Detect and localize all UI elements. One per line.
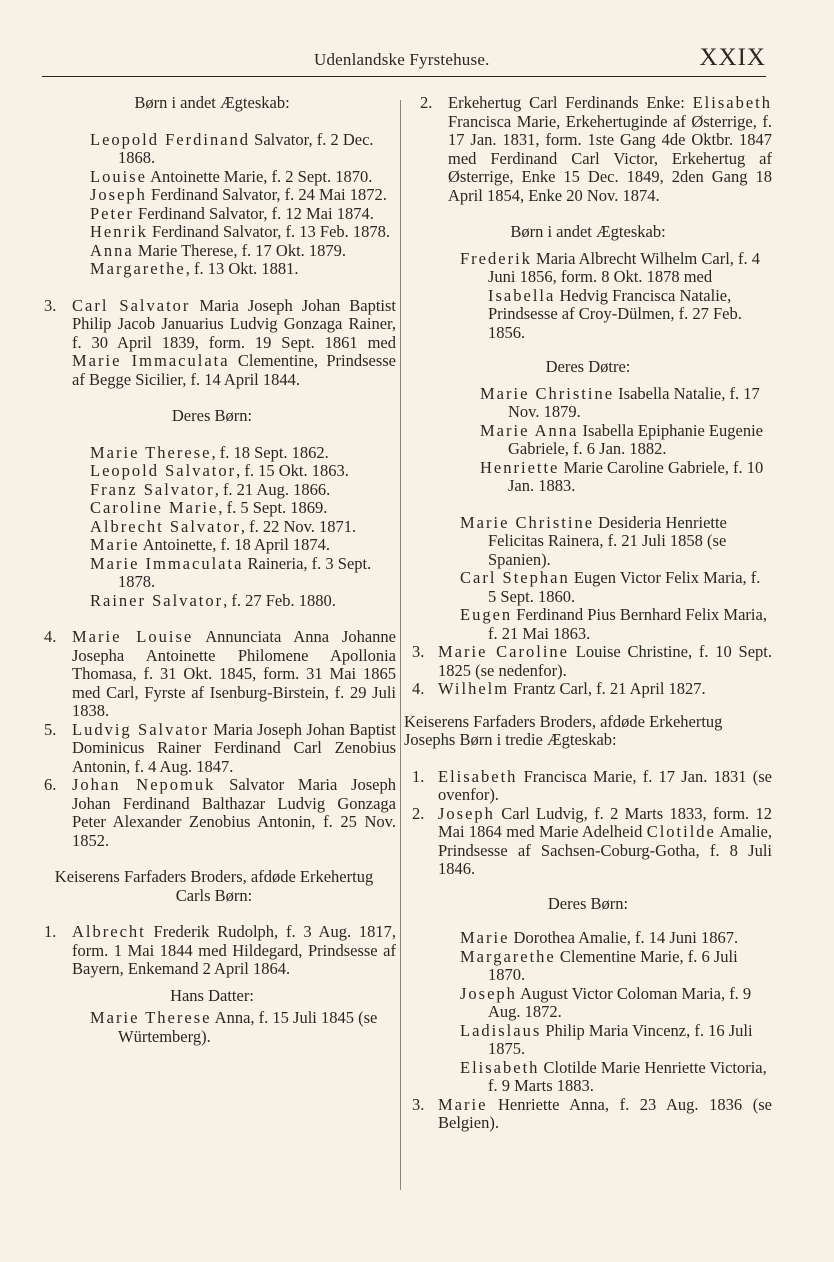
entry-number: 5. [44, 719, 57, 739]
person-name: Marie Immaculata [90, 553, 244, 573]
numbered-entry: 3. Marie Caroline Louise Christine, f. 10 Sept. 1825 (se nedenfor). [412, 642, 773, 680]
child-entry: Elisabeth Clotilde Marie Henriette Victoria, f. 9 Marts 1883. [460, 1057, 767, 1095]
person-name: Leopold Ferdinand [90, 129, 251, 149]
person-name: Elisabeth [438, 766, 518, 786]
child-entry: Albrecht Salvator, f. 22 Nov. 1871. [90, 516, 357, 536]
person-name: Frederik [460, 248, 532, 268]
child-entry: Marie Therese, f. 18 Sept. 1862. [90, 442, 329, 462]
entry-number: 2. [412, 803, 425, 823]
child-entry: Marie Immaculata Raineria, f. 3 Sept. 1878. [90, 553, 372, 591]
child-entry: Marie Christine Isabella Natalie, f. 17 Nov. 1879. [480, 383, 760, 421]
child-entry: Margarethe, f. 13 Okt. 1881. [90, 259, 299, 278]
child-entry: Anna Marie Therese, f. 17 Okt. 1879. [90, 240, 347, 260]
person-name: Marie Caroline [438, 642, 569, 661]
person-name: Joseph [438, 803, 495, 823]
numbered-entry: 4. Marie Louise Annunciata Anna Johanne Josepha Antoinette Philomene Apollonia Thomasa, f. 31 Okt. 1845, form. 31 Mai 1865 med Carl, Fyrste af Isenburg-Birstein, f. 29 Juli 1838. [44, 627, 396, 720]
child-entry: Marie Anna Isabella Epiphanie Eugenie Gabriele, f. 6 Jan. 1882. [480, 420, 763, 458]
entry-number: 3. [44, 295, 57, 315]
children-list [404, 250, 772, 343]
person-name: Marie [90, 535, 140, 554]
child-entry: Joseph Ferdinand Salvator, f. 24 Mai 1872. [90, 185, 387, 204]
person-name: Leopold Salvator [90, 461, 237, 480]
person-name: Marie Louise [72, 627, 194, 646]
page-number: XXIX [699, 44, 766, 71]
person-name: Marie [460, 928, 510, 947]
child-entry: Peter Ferdinand Salvator, f. 12 Mai 1874. [90, 203, 374, 223]
person-name: Carl Salvator [72, 295, 191, 315]
numbered-entry: 4. Wilhelm Frantz Carl, f. 21 April 1827. [412, 679, 706, 698]
person-name: Margarethe [460, 946, 556, 966]
person-name: Elisabeth [692, 93, 772, 112]
entry-number: 3. [412, 642, 425, 661]
entry-number: 4. [44, 627, 57, 646]
numbered-entry: 3. Marie Henriette Anna, f. 23 Aug. 1836 (se Belgien). [412, 1094, 772, 1132]
section-heading: Deres Børn: [171, 406, 253, 425]
spouse-name: Isabella [488, 285, 556, 305]
numbered-entry: 2. Joseph Carl Ludvig, f. 2 Marts 1833, form. 12 Mai 1864 med Marie Adelheid Clotilde Amalie, Prindsesse af Sachsen-Coburg-Gotha, f. 8 Juli 1846. [412, 803, 772, 878]
right-column [404, 94, 772, 1133]
numbered-entry: 5. Ludvig Salvator Maria Joseph Johan Baptist Dominicus Rainer Ferdinand Carl Zenobius Antonin, f. 4 Aug. 1847. [44, 719, 397, 776]
person-name: Ladislaus [460, 1020, 542, 1040]
child-entry: Henriette Marie Caroline Gabriele, f. 10 Jan. 1883. [480, 457, 764, 495]
child-entry: Franz Salvator, f. 21 Aug. 1866. [90, 479, 331, 499]
person-name: Peter [90, 203, 134, 223]
person-name: Joseph [460, 983, 517, 1003]
child-entry: Leopold Salvator, f. 15 Okt. 1863. [90, 461, 349, 480]
person-name: Caroline Marie [90, 498, 219, 517]
entry-number: 4. [412, 679, 425, 698]
numbered-entry: 1. Elisabeth Francisca Marie, f. 17 Jan. 1831 (se ovenfor). [412, 766, 772, 804]
child-entry: Caroline Marie, f. 5 Sept. 1869. [90, 498, 328, 517]
child-entry: Joseph August Victor Coloman Maria, f. 9 Aug. 1872. [460, 983, 752, 1021]
section-heading: Deres Børn: [547, 893, 629, 913]
child-entry: Marie Christine Desideria Henriette Felicitas Rainera, f. 21 Juli 1858 (se Spanien). [460, 512, 727, 569]
person-name: Johan Nepomuk [72, 775, 216, 794]
person-name: Marie Christine [460, 512, 595, 532]
person-name: Carl Stephan [460, 568, 570, 587]
child-entry: Eugen Ferdinand Pius Bernhard Felix Maria, f. 21 Mai 1863. [460, 605, 767, 643]
spouse-name: Marie Immaculata [72, 351, 230, 370]
person-name: Anna [90, 240, 134, 260]
person-name: Henrik [90, 222, 148, 241]
child-entry: Henrik Ferdinand Salvator, f. 13 Feb. 1878. [90, 222, 391, 241]
person-name: Marie Christine [480, 383, 615, 403]
entry-number: 6. [44, 775, 57, 794]
child-entry: Leopold Ferdinand Salvator, f. 2 Dec. 1868. [90, 129, 374, 167]
children-list [28, 131, 396, 279]
person-name: Albrecht [72, 922, 146, 941]
person-name: Margarethe [90, 259, 186, 278]
section-intro: Keiserens Farfaders Broders, afdøde Erkehertug Josephs Børn i tredie Ægteskab: [404, 711, 723, 749]
person-name: Marie Therese [90, 442, 212, 462]
children-list [28, 444, 396, 611]
page-header [42, 44, 766, 77]
person-name: Albrecht Salvator [90, 516, 241, 536]
numbered-entry: 6. Johan Nepomuk Salvator Maria Joseph Johan Ferdinand Balthazar Ludvig Gonzaga Peter Alexander Zenobius Antonin, f. 25 Nov. 1852. [44, 775, 396, 850]
children-list [404, 385, 772, 496]
person-name: Rainer Salvator [90, 590, 224, 610]
children-list [28, 1009, 396, 1046]
entry-number: 2. [420, 93, 433, 112]
person-name: Henriette [480, 457, 560, 477]
section-heading: Børn i andet Ægteskab: [134, 93, 290, 112]
spouse-name: Clotilde [646, 822, 716, 841]
child-entry: Marie Antoinette, f. 18 April 1874. [90, 535, 331, 554]
entry-number: 3. [412, 1094, 425, 1114]
section-intro: Keiserens Farfaders Broders, afdøde Erkehertug Carls Børn: [54, 867, 374, 905]
numbered-entry: 1. Albrecht Frederik Rudolph, f. 3 Aug. 1817, form. 1 Mai 1844 med Hildegard, Prindsesse af Bayern, Enkemand 2 April 1864. [44, 922, 396, 978]
person-name: Louise [90, 166, 147, 186]
person-name: Marie [438, 1094, 488, 1114]
person-name: Franz Salvator [90, 479, 215, 499]
child-entry: Frederik Maria Albrecht Wilhelm Carl, f. 4 Juni 1856, form. 8 Okt. 1878 med Isabella Hedvig Francisca Natalie, Prindsesse af Croy-Dülmen, f. 27 Feb. 1856. [460, 248, 761, 342]
person-name: Ludvig Salvator [72, 719, 210, 739]
entry-number: 1. [412, 766, 425, 786]
running-title: Udenlandske Fyrstehuse. [314, 50, 490, 69]
child-entry: Carl Stephan Eugen Victor Felix Maria, f. 5 Sept. 1860. [460, 568, 761, 606]
child-entry: Margarethe Clementine Marie, f. 6 Juli 1870. [460, 946, 738, 984]
child-entry: Ladislaus Philip Maria Vincenz, f. 16 Juli 1875. [460, 1020, 753, 1058]
numbered-entry: 3. Carl Salvator Maria Joseph Johan Baptist Philip Jacob Januarius Ludvig Gonzaga Rainer, f. 30 April 1839, form. 19 Sept. 1861 med Marie Immaculata Clementine, Prindsesse af Begge Sicilier, f. 14 April 1844. [44, 295, 396, 389]
person-name: Elisabeth [460, 1057, 540, 1077]
person-name: Wilhelm [438, 679, 510, 698]
child-entry: Marie Dorothea Amalie, f. 14 Juni 1867. [460, 928, 739, 947]
children-list [404, 514, 772, 644]
numbered-entry: 2. Erkehertug Carl Ferdinands Enke: Elisabeth Francisca Marie, Erkehertuginde af Østerrige, f. 17 Jan. 1831, form. 1ste Gang 4de Oktbr. 1847 med Ferdinand Carl Victor, Erkehertug af Østerrige, Enke 15 Dec. 1849, 2den Gang 18 April 1854, Enke 20 Nov. 1874. [420, 93, 772, 205]
entry-number: 1. [44, 922, 57, 941]
column-divider [400, 100, 401, 1190]
section-heading: Deres Døtre: [545, 357, 631, 376]
section-heading: Hans Datter: [170, 985, 254, 1005]
child-entry: Rainer Salvator, f. 27 Feb. 1880. [90, 590, 336, 610]
child-entry: Marie Therese Anna, f. 15 Juli 1845 (se Würtemberg). [90, 1008, 378, 1046]
child-entry: Louise Antoinette Marie, f. 2 Sept. 1870. [90, 166, 373, 186]
left-column [28, 94, 396, 1046]
person-name: Marie Therese [90, 1008, 212, 1027]
children-list [404, 929, 772, 1096]
person-name: Eugen [460, 605, 513, 624]
person-name: Joseph [90, 185, 147, 204]
person-name: Marie Anna [480, 420, 579, 440]
section-heading: Børn i andet Ægteskab: [510, 222, 666, 241]
